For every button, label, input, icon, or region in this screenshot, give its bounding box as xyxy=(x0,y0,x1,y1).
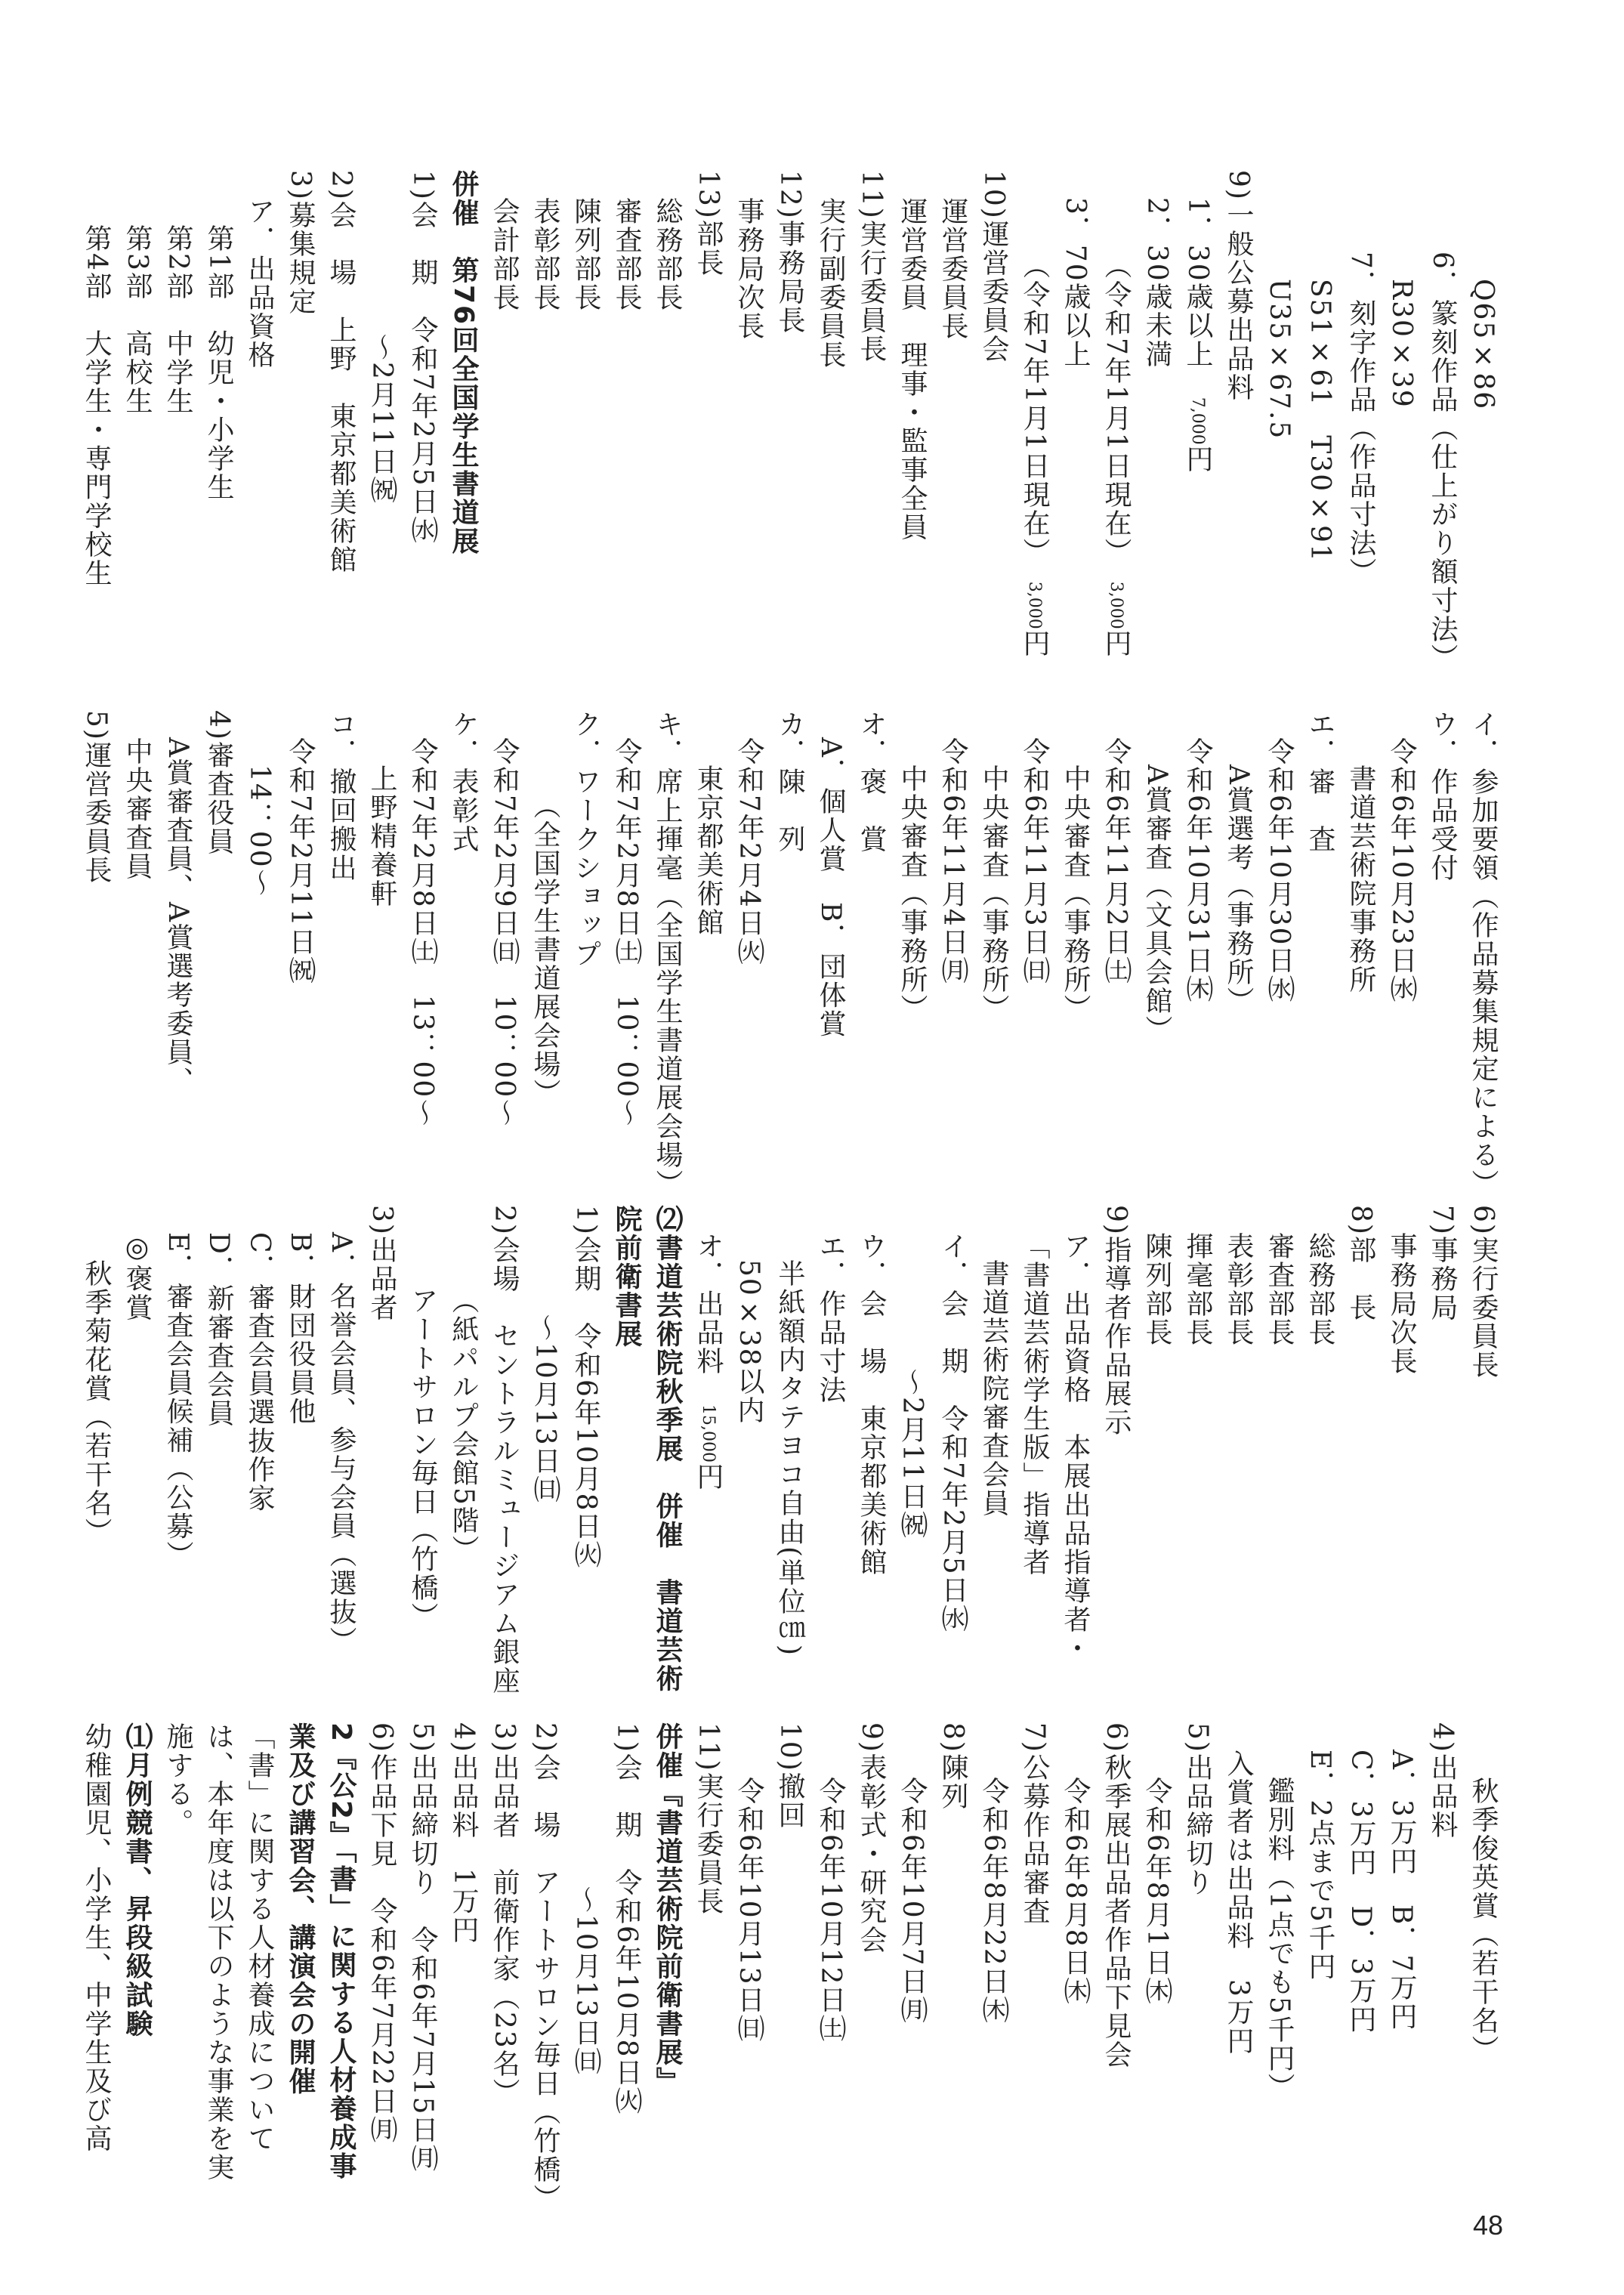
text-line: 中央審査（事務所） xyxy=(1060,764,1091,1023)
text-line: 6．篆刻作品（仕上がり額寸法） xyxy=(1427,252,1458,672)
text-line: 令和6年11月3日㈰ xyxy=(1019,737,1050,985)
text-line: ウ．作品受付 xyxy=(1427,710,1458,882)
text-line: A賞選考（事務所） xyxy=(1223,764,1254,1015)
text-line: 9)指導者作品展示 xyxy=(1101,1205,1132,1437)
section-heading: ⑴月例競書、昇段級試験 xyxy=(122,1722,153,2038)
text-line: 令和7年2月8日㈯ 13：00〜 xyxy=(407,737,438,1128)
text-line: 4)審査役員 xyxy=(203,710,234,856)
text-line: 鑑別料（1点でも5千円） xyxy=(1264,1777,1295,2102)
text-line: 14：00〜 xyxy=(244,764,275,897)
text-line: Q65×86 xyxy=(1468,279,1499,411)
section-heading: ⑵書道芸術院秋季展 併催 書道芸術 xyxy=(652,1205,683,1693)
text-line: エ．作品寸法 xyxy=(815,1232,846,1404)
text-line: オ．出品料 15,000円 xyxy=(693,1232,724,1491)
text-line: 4)出品料 1万円 xyxy=(448,1722,479,1944)
text-line: 実行副委員長 xyxy=(815,197,846,369)
text-line: 令和6年10月13日㈰ xyxy=(733,1777,764,2043)
text-line: 入賞者は出品料 3万円 xyxy=(1223,1750,1254,2056)
text-line: S51×61 T30×91 xyxy=(1304,279,1335,563)
text-line: E．審査会員候補（公募） xyxy=(162,1232,193,1570)
text-line: 50×38以内 xyxy=(733,1259,764,1425)
text-line: 7)事務局 xyxy=(1427,1205,1458,1322)
section-heading: 業及び講習会、講演会の開催 xyxy=(285,1722,316,2096)
text-line: A．3万円 B．7万円 xyxy=(1386,1750,1417,2031)
text-line: 9)表彰式・研究会 xyxy=(856,1722,887,1954)
text-line: 9)一般公募出品料 xyxy=(1223,170,1254,402)
text-line: 令和7年2月8日㈯ 10：00〜 xyxy=(611,737,642,1128)
section-heading: 2『公2』「書」に関する人材養成事 xyxy=(326,1722,357,2181)
text-line: 揮毫部長 xyxy=(1182,1232,1213,1347)
text-line: （令和7年1月1日現在） 3,000円 xyxy=(1019,252,1050,658)
text-line: 6)実行委員長 xyxy=(1468,1205,1499,1379)
fee-unit: 円 xyxy=(693,1462,724,1491)
text-line: 東京都美術館 xyxy=(693,764,724,937)
text-tier-4 xyxy=(81,1722,1503,2213)
text-line: 〜2月11日㈷ xyxy=(897,1368,928,1540)
section-heading: 併催 第76回全国学生書道展 xyxy=(448,170,479,556)
text-line: 第3部 高校生 xyxy=(122,224,153,415)
fee-amount: 7,000 xyxy=(1188,397,1207,445)
text-line: 2．30歳未満 xyxy=(1141,197,1172,369)
text-line: コ．撤回搬出 xyxy=(326,710,357,882)
text-line: U35×67.5 xyxy=(1264,279,1295,440)
text-line: 「書道芸術学生版」指導者 xyxy=(1019,1232,1050,1577)
text-line: 第2部 中学生 xyxy=(162,224,193,415)
text-line: 8)部 長 xyxy=(1345,1205,1376,1322)
text-tier-1 xyxy=(81,170,1503,672)
text-line: 11)実行委員長 xyxy=(856,170,887,363)
text-line: 秋季俊英賞（若干名） xyxy=(1468,1777,1499,2064)
text-tier-2 xyxy=(81,710,1503,1198)
text-line: A．個人賞 B．団体賞 xyxy=(815,737,846,1039)
text-line: 表彰部長 xyxy=(1223,1232,1254,1347)
text-line: 1)会 期 令和6年10月8日㈫ xyxy=(611,1722,642,2116)
text-line: 総務部長 xyxy=(652,197,683,312)
text-line: 審査部長 xyxy=(1264,1232,1295,1347)
text-line: 令和6年8月1日㈭ xyxy=(1141,1777,1172,2006)
text-line: （全国学生書道展会場） xyxy=(529,792,560,1107)
text-line: A．名誉会員、参与会員（選抜） xyxy=(326,1232,357,1655)
section-heading: 院前衛書展 xyxy=(611,1205,642,1348)
text-line: 〜10月13日㈰ xyxy=(570,1886,601,2076)
text-line: 上野精養軒 xyxy=(366,764,397,908)
text-line: 運営委員 理事・監事全員 xyxy=(897,197,928,542)
text-line: 3)募集規定 xyxy=(285,170,316,316)
text-line: E．2点まで5千円 xyxy=(1304,1750,1335,1981)
text-line: 令和6年10月31日㈭ xyxy=(1182,737,1213,1004)
text-line: ◎褒賞 xyxy=(122,1232,153,1322)
text-line: 運営委員長 xyxy=(937,197,968,341)
text-line: 「書」に関する人材養成について xyxy=(244,1722,275,2153)
text-line: 幼稚園児、小学生、中学生及び高 xyxy=(81,1722,112,2153)
text-line: 1)会 期 令和7年2月5日㈬ xyxy=(407,170,438,545)
text-line: 令和6年10月23日㈬ xyxy=(1386,737,1417,1004)
text-line: 7．刻字作品（作品寸法） xyxy=(1345,252,1376,586)
text-line: R30×39 xyxy=(1386,279,1417,409)
text-line: ア．出品資格 本展出品指導者・ xyxy=(1060,1232,1091,1663)
text-line: 8)陳列 xyxy=(937,1722,968,1811)
text-line: （紙パルプ会館5階） xyxy=(448,1286,479,1564)
text-line: 4)出品料 xyxy=(1427,1722,1458,1839)
text-line: C．審査会員選抜作家 xyxy=(244,1232,275,1513)
text-line: 第4部 大学生・専門学校生 xyxy=(81,224,112,588)
text-line: 中央審査（事務所） xyxy=(897,764,928,1023)
section-heading: 併催『書道芸術院前衛書展』 xyxy=(652,1722,683,2096)
fee-unit: 円 xyxy=(1182,444,1213,474)
text-line: 1)会期 令和6年10月8日㈫ xyxy=(570,1205,601,1570)
text-line: 中央審査員 xyxy=(122,737,153,881)
text-line: 12)事務局長 xyxy=(774,170,805,335)
text-line: 6)秋季展出品者作品下見会 xyxy=(1101,1722,1132,2069)
text-line: 令和6年10月12日㈯ xyxy=(815,1777,846,2043)
text-line: 令和7年2月4日㈫ xyxy=(733,737,764,966)
text-line: 中央審査（事務所） xyxy=(978,764,1009,1023)
text-line: 令和6年10月7日㈪ xyxy=(897,1777,928,2025)
text-line: エ．審 査 xyxy=(1304,710,1335,854)
text-line: 〜10月13日㈰ xyxy=(529,1314,560,1504)
text-line: （令和7年1月1日現在） 3,000円 xyxy=(1101,252,1132,658)
text-line: キ．席上揮毫（全国学生書道展会場） xyxy=(652,710,683,1198)
text-line: 11)実行委員長 xyxy=(693,1722,724,1916)
text-line: 2)会 場 上野 東京都美術館 xyxy=(326,170,357,574)
text-line: 13)部長 xyxy=(693,170,724,277)
text-line: 半紙額内タテヨコ自由(単位㎝) xyxy=(774,1259,805,1657)
text-line: 7)公募作品審査 xyxy=(1019,1722,1050,1926)
text-line: 2)会場 セントラルミュージアム銀座 xyxy=(489,1205,520,1695)
text-line: 令和6年8月8日㈭ xyxy=(1060,1777,1091,2006)
text-line: 秋季菊花賞（若干名） xyxy=(81,1259,112,1546)
text-line: イ．参加要領（作品募集規定による） xyxy=(1468,710,1499,1198)
text-line: イ．会 期 令和7年2月5日㈬ xyxy=(937,1232,968,1633)
text-line: 書道芸術院事務所 xyxy=(1345,764,1376,994)
text-line: A賞審査（文具会館） xyxy=(1141,764,1172,1044)
fee-amount: 3,000 xyxy=(1025,581,1044,629)
text-line: アートサロン毎日（竹橋） xyxy=(407,1286,438,1631)
page-number: 48 xyxy=(1473,2210,1504,2241)
text-line: ク．ワークショップ xyxy=(570,710,601,968)
text-line: 6)作品下見 令和6年7月22日㈪ xyxy=(366,1722,397,2145)
text-line: カ．陳 列 xyxy=(774,710,805,854)
text-line: 5)出品締切り 令和6年7月15日㈪ xyxy=(407,1722,438,2173)
fee-unit: 円 xyxy=(1019,629,1050,658)
text-line: 令和6年8月22日㈭ xyxy=(978,1777,1009,2025)
text-line: 審査部長 xyxy=(611,197,642,312)
text-line: 10)撤回 xyxy=(774,1722,805,1830)
text-line: 3)出品者 xyxy=(366,1205,397,1322)
text-line: ケ．表彰式 xyxy=(448,710,479,854)
text-line: 令和7年2月9日㈰ 10：00〜 xyxy=(489,737,520,1128)
text-line: 令和6年11月2日㈯ xyxy=(1101,737,1132,985)
text-line: 5)出品締切り xyxy=(1182,1722,1213,1897)
text-line: 10)運営委員会 xyxy=(978,170,1009,363)
text-line: 令和6年10月30日㈬ xyxy=(1264,737,1295,1004)
text-line: 2)会 場 アートサロン毎日（竹橋） xyxy=(529,1722,560,2213)
text-tier-3 xyxy=(81,1205,1503,1695)
text-line: ア．出品資格 xyxy=(244,197,275,369)
text-line: オ．褒 賞 xyxy=(856,710,887,854)
text-line: C．3万円 D．3万円 xyxy=(1345,1750,1376,2034)
text-line: ウ．会 場 東京都美術館 xyxy=(856,1232,887,1577)
text-line: 事務局次長 xyxy=(733,197,764,341)
text-line: 1．30歳以上 7,000円 xyxy=(1182,197,1213,474)
text-line: B．財団役員他 xyxy=(285,1232,316,1426)
text-line: 表彰部長 xyxy=(529,197,560,312)
text-line: 3．70歳以上 xyxy=(1060,197,1091,369)
text-line: 5)運営委員長 xyxy=(81,710,112,885)
fee-amount: 15,000 xyxy=(699,1404,718,1463)
text-line: 第1部 幼児・小学生 xyxy=(203,224,234,502)
text-line: 陳列部長 xyxy=(1141,1232,1172,1347)
fee-amount: 3,000 xyxy=(1107,581,1125,629)
text-line: 施する。 xyxy=(162,1722,193,1837)
text-line: 令和6年11月4日㈪ xyxy=(937,737,968,985)
fee-unit: 円 xyxy=(1101,629,1132,658)
text-line: 事務局次長 xyxy=(1386,1232,1417,1376)
text-line: 会計部長 xyxy=(489,197,520,312)
text-line: 総務部長 xyxy=(1304,1232,1335,1347)
text-line: A賞審査員、A賞選考委員、 xyxy=(162,737,193,1095)
text-line: 〜2月11日㈷ xyxy=(366,333,397,505)
text-line: 3)出品者 前衛作家（23名） xyxy=(489,1722,520,2107)
text-line: 陳列部長 xyxy=(570,197,601,312)
text-line: 令和7年2月11日㈷ xyxy=(285,737,316,985)
text-line: は、本年度は以下のような事業を実 xyxy=(203,1722,234,2182)
text-line: 書道芸術院審査会員 xyxy=(978,1259,1009,1518)
text-line: D．新審査会員 xyxy=(203,1232,234,1428)
